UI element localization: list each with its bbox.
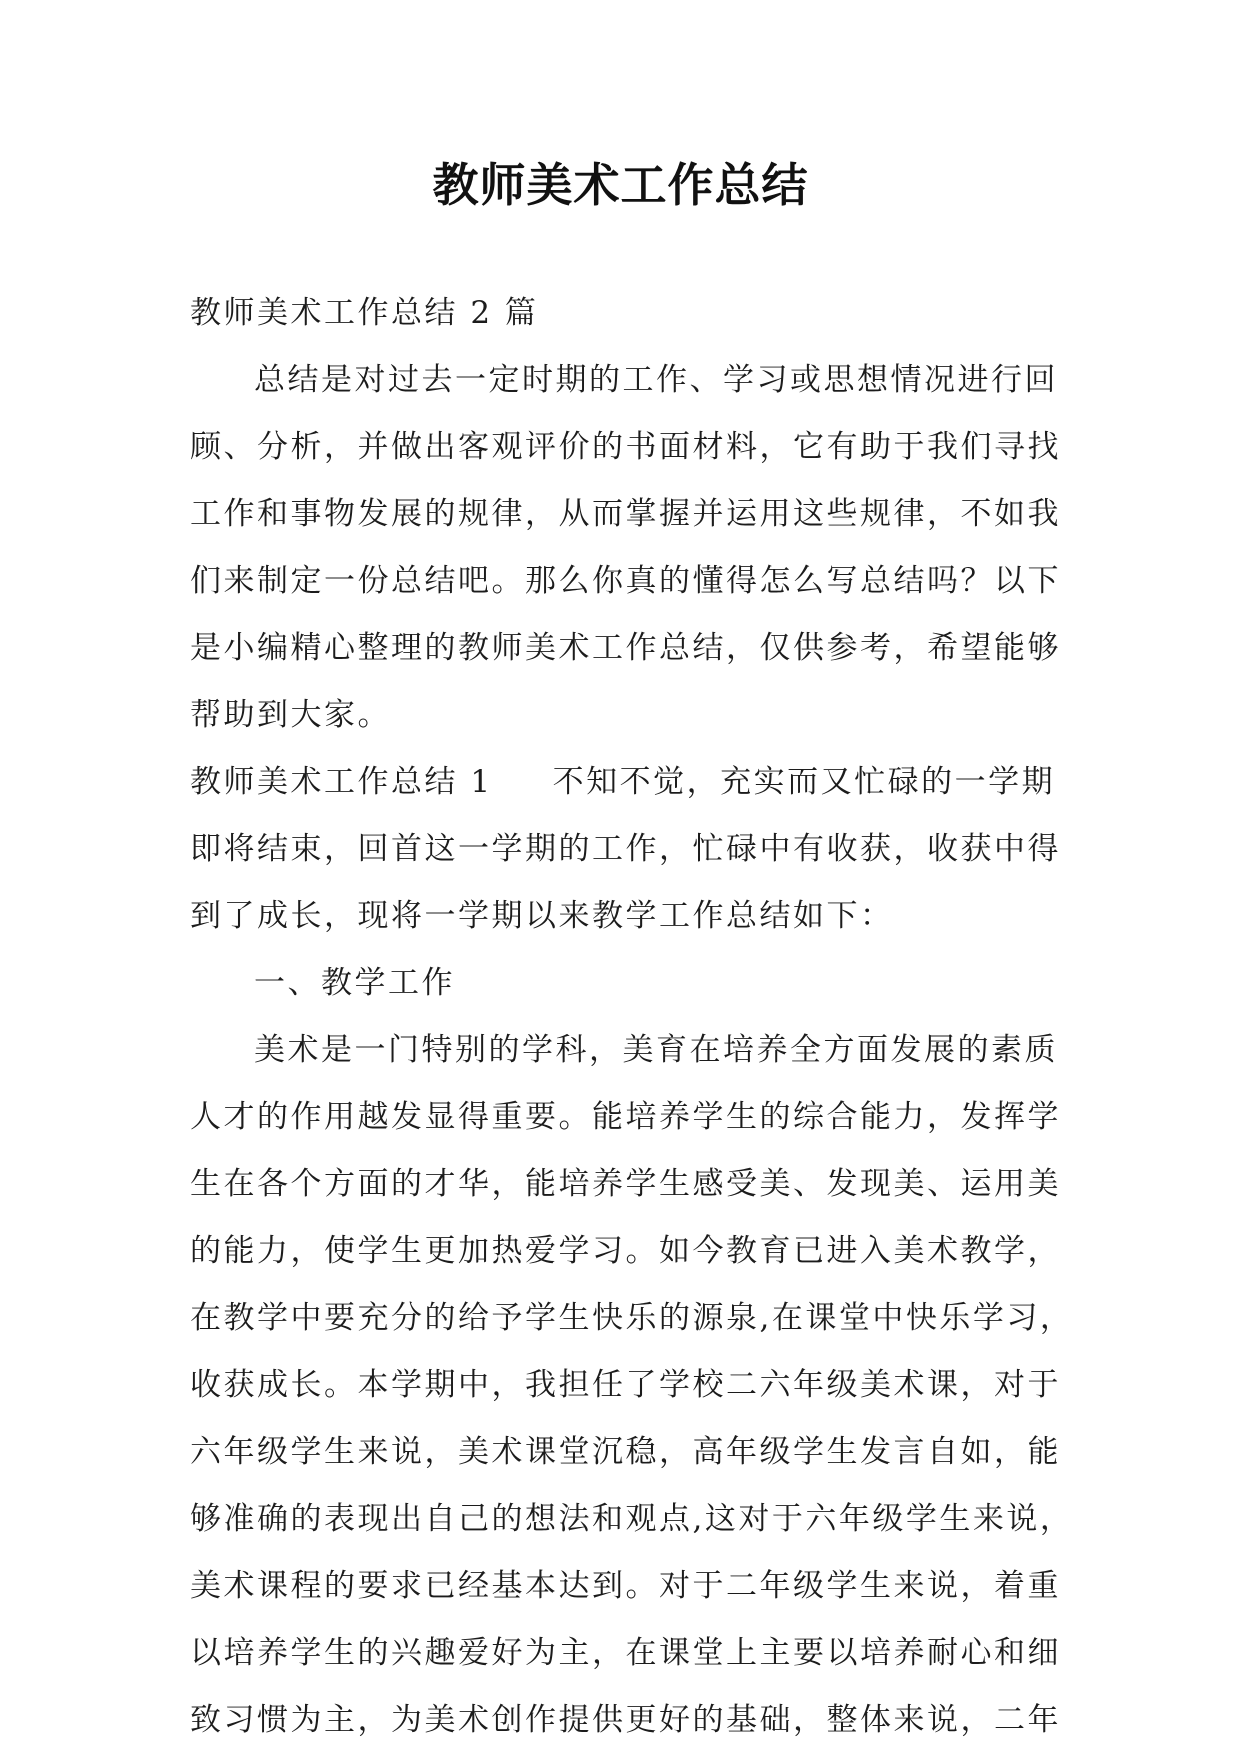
- paragraph-text: 不知不觉，充实而又忙碌的一学期: [552, 764, 1056, 800]
- paragraph-line: 美术是一门特别的学科，美育在培养全方面发展的素质: [254, 1032, 1058, 1068]
- paragraph-line: 在教学中要充分的给予学生快乐的源泉,在课堂中快乐学习，: [190, 1300, 1074, 1336]
- section-heading: 一、教学工作: [254, 965, 455, 1001]
- subtitle-line: 教师美术工作总结 2 篇: [190, 295, 539, 331]
- section-heading: 教师美术工作总结 1: [190, 764, 493, 800]
- paragraph-line: 六年级学生来说，美术课堂沉稳，高年级学生发言自如，能: [190, 1434, 1061, 1470]
- document-title: 教师美术工作总结: [432, 158, 809, 212]
- paragraph-line: 顾、分析，并做出客观评价的书面材料，它有助于我们寻找: [190, 429, 1061, 465]
- paragraph-line: 人才的作用越发显得重要。能培养学生的综合能力，发挥学: [190, 1099, 1061, 1135]
- paragraph-line: 工作和事物发展的规律，从而掌握并运用这些规律，不如我: [190, 496, 1061, 532]
- paragraph-line: 的能力，使学生更加热爱学习。如今教育已进入美术教学，: [190, 1233, 1061, 1269]
- paragraph-line: 生在各个方面的才华，能培养学生感受美、发现美、运用美: [190, 1166, 1061, 1202]
- paragraph-line: 总结是对过去一定时期的工作、学习或思想情况进行回: [254, 362, 1058, 398]
- document-body: [190, 280, 1074, 1754]
- paragraph-line: 收获成长。本学期中，我担任了学校二六年级美术课，对于: [190, 1367, 1061, 1403]
- paragraph-line: 即将结束，回首这一学期的工作，忙碌中有收获，收获中得: [190, 831, 1061, 867]
- paragraph-line: 以培养学生的兴趣爱好为主，在课堂上主要以培养耐心和细: [190, 1635, 1061, 1671]
- paragraph-line: 致习惯为主，为美术创作提供更好的基础，整体来说，二年: [190, 1702, 1061, 1738]
- section-heading-line: [190, 749, 1056, 816]
- paragraph-line: 们来制定一份总结吧。那么你真的懂得怎么写总结吗？以下: [190, 563, 1061, 599]
- paragraph-line: 美术课程的要求已经基本达到。对于二年级学生来说，着重: [190, 1568, 1061, 1604]
- paragraph-line: 够准确的表现出自己的想法和观点,这对于六年级学生来说，: [190, 1501, 1074, 1537]
- paragraph-line: 帮助到大家。: [190, 697, 391, 733]
- paragraph-line: 是小编精心整理的教师美术工作总结，仅供参考，希望能够: [190, 630, 1061, 666]
- paragraph-line: 到了成长，现将一学期以来教学工作总结如下：: [190, 898, 894, 934]
